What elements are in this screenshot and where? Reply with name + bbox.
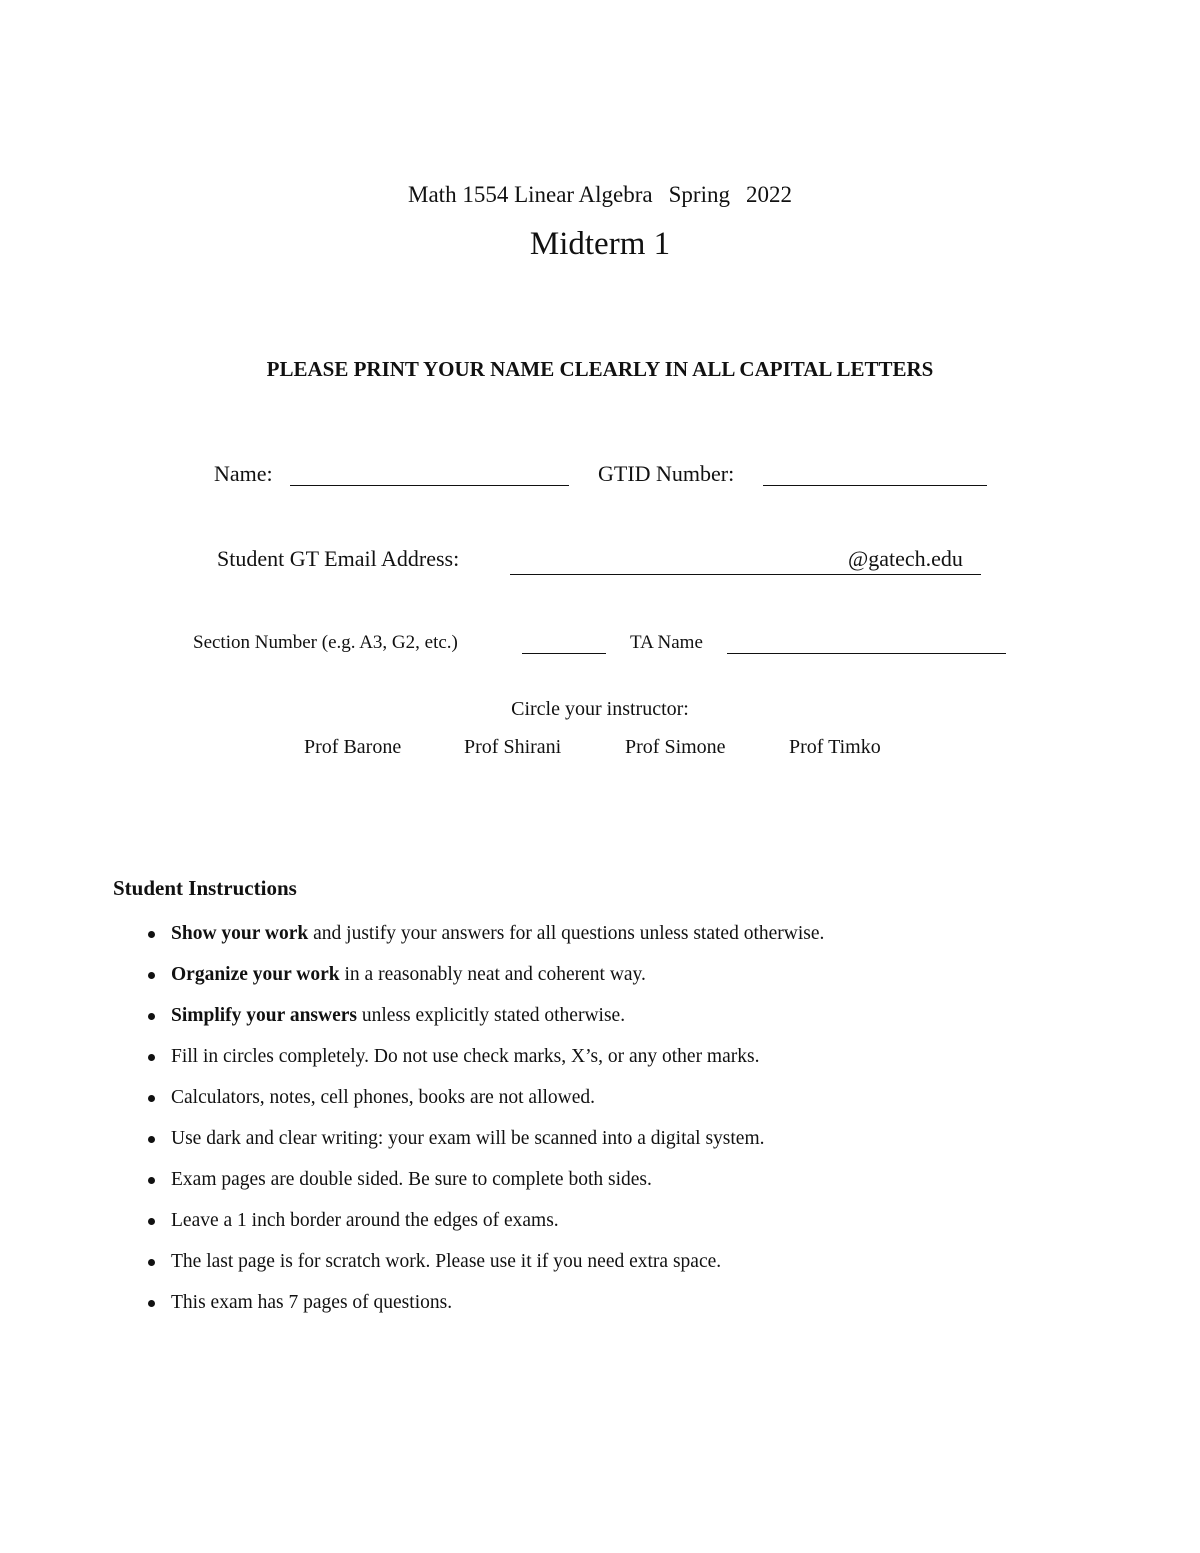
bullet-icon — [148, 1095, 155, 1102]
gtid-label: GTID Number: — [598, 461, 735, 486]
bullet-icon — [148, 972, 155, 979]
instruction-list — [145, 919, 824, 1329]
list-item: Leave a 1 inch border around the edges of exams. — [145, 1206, 824, 1247]
email-label: Student GT Email Address: — [217, 546, 460, 571]
bullet-icon — [148, 931, 155, 938]
instructor-option[interactable]: Prof Shirani — [464, 736, 562, 758]
ta-label: TA Name — [630, 632, 703, 653]
list-item: This exam has 7 pages of questions. — [145, 1288, 824, 1329]
bullet-icon — [148, 1259, 155, 1266]
name-field[interactable] — [290, 485, 569, 486]
instructor-prompt: Circle your instructor: — [511, 698, 689, 720]
instructions-heading: Student Instructions — [113, 876, 297, 900]
bullet-icon — [148, 1177, 155, 1184]
instructor-option[interactable]: Prof Barone — [304, 736, 402, 758]
bullet-icon — [148, 1300, 155, 1307]
course-line — [0, 182, 1200, 208]
list-item: Simplify your answers unless explicitly stated otherwise. — [145, 1001, 824, 1042]
list-item: Show your work and justify your answers for all questions unless stated otherwise. — [145, 919, 824, 960]
instructor-option[interactable]: Prof Timko — [789, 736, 881, 758]
list-item: Use dark and clear writing: your exam will be scanned into a digital system. — [145, 1124, 824, 1165]
bullet-icon — [148, 1013, 155, 1020]
ta-field[interactable] — [727, 653, 1006, 654]
email-field[interactable] — [510, 574, 981, 575]
list-item: The last page is for scratch work. Please use it if you need extra space. — [145, 1247, 824, 1288]
course-name: Math 1554 Linear Algebra — [408, 182, 653, 207]
list-item: Calculators, notes, cell phones, books are not allowed. — [145, 1083, 824, 1124]
list-item: Organize your work in a reasonably neat and coherent way. — [145, 960, 824, 1001]
year: 2022 — [745, 182, 792, 207]
gtid-field[interactable] — [763, 485, 987, 486]
exam-title: Midterm 1 — [529, 226, 671, 262]
name-label: Name: — [214, 461, 273, 486]
instructor-option[interactable]: Prof Simone — [625, 736, 726, 758]
print-instruction: PLEASE PRINT YOUR NAME CLEARLY IN ALL CAPITAL LETTERS — [266, 357, 934, 381]
bullet-icon — [148, 1218, 155, 1225]
list-item: Exam pages are double sided. Be sure to complete both sides. — [145, 1165, 824, 1206]
bullet-icon — [148, 1136, 155, 1143]
section-label: Section Number (e.g. A3, G2, etc.) — [193, 632, 458, 653]
section-field[interactable] — [522, 653, 606, 654]
term: Spring — [668, 182, 730, 207]
list-item: Fill in circles completely. Do not use check marks, X’s, or any other marks. — [145, 1042, 824, 1083]
bullet-icon — [148, 1054, 155, 1061]
email-suffix: @gatech.edu — [848, 546, 963, 571]
